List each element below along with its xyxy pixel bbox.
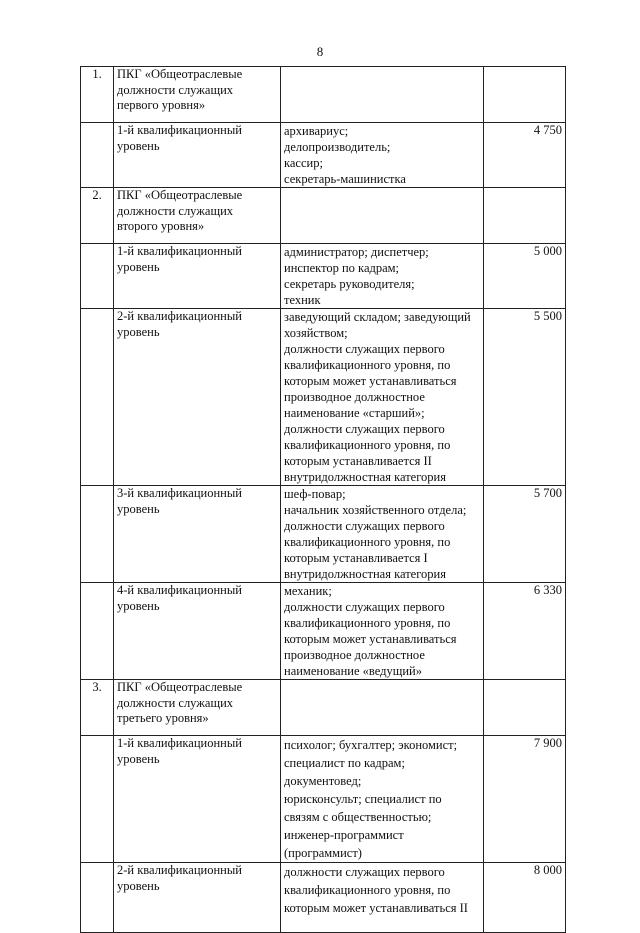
position-line: хозяйством; [284, 326, 348, 340]
table-row [81, 67, 566, 123]
position-line: квалификационного уровня, по [284, 535, 451, 549]
position-line: связям с общественностью; [284, 810, 432, 824]
row-number [81, 583, 114, 680]
group-name-line: 2-й квалификационный [117, 863, 242, 877]
position-line: секретарь руководителя; [284, 277, 415, 291]
positions-cell [281, 736, 484, 863]
positions-cell [281, 309, 484, 486]
group-name-cell [114, 863, 281, 933]
position-line: секретарь-машинистка [284, 172, 406, 186]
table-row [81, 188, 566, 244]
group-name-line: ПКГ «Общеотраслевые [117, 680, 243, 694]
position-line: должности служащих первого [284, 422, 445, 436]
position-line: заведующий складом; заведующий [284, 310, 471, 324]
salary-cell [484, 680, 566, 736]
positions-cell [281, 486, 484, 583]
position-line: квалификационного уровня, по [284, 616, 451, 630]
position-line: квалификационного уровня, по [284, 358, 451, 372]
position-line: документовед; [284, 774, 362, 788]
position-line: внутридолжностная категория [284, 470, 446, 484]
table-body [81, 67, 566, 933]
positions-cell [281, 244, 484, 309]
position-line: юрисконсульт; специалист по [284, 792, 442, 806]
position-line: должности служащих первого [284, 865, 445, 879]
position-line: психолог; бухгалтер; экономист; [284, 738, 458, 752]
position-line: начальник хозяйственного отдела; [284, 503, 467, 517]
group-name-cell [114, 309, 281, 486]
group-name-line: ПКГ «Общеотраслевые [117, 67, 243, 81]
group-name-line: уровень [117, 259, 160, 274]
position-line: делопроизводитель; [284, 140, 391, 154]
group-name-line: 1-й квалификационный [117, 123, 242, 137]
group-name-cell [114, 736, 281, 863]
table-row [81, 244, 566, 309]
group-name-cell [114, 680, 281, 736]
row-number [81, 486, 114, 583]
position-line: которым может устанавливаться [284, 374, 457, 388]
positions-cell [281, 188, 484, 244]
table-row [81, 863, 566, 933]
table-row [81, 309, 566, 486]
table-row [81, 736, 566, 863]
group-name-line: уровень [117, 878, 160, 893]
group-name-line: 1-й квалификационный [117, 736, 242, 750]
position-line: должности служащих первого [284, 600, 445, 614]
position-line: техник [284, 293, 321, 307]
position-line: наименование «ведущий» [284, 664, 422, 678]
table-row [81, 486, 566, 583]
group-name-cell [114, 583, 281, 680]
position-line: кассир; [284, 156, 323, 170]
position-line: производное должностное [284, 390, 425, 404]
group-name-line: уровень [117, 138, 160, 153]
salary-cell [484, 67, 566, 123]
salary-cell: 4 750 [484, 123, 566, 188]
position-line: которым может устанавливаться II [284, 901, 468, 915]
position-line: квалификационного уровня, по [284, 438, 451, 452]
row-number [81, 309, 114, 486]
row-number [81, 736, 114, 863]
group-name-line: уровень [117, 751, 160, 766]
salary-cell: 5 500 [484, 309, 566, 486]
salary-cell: 8 000 [484, 863, 566, 933]
row-number: 1. [81, 67, 114, 123]
row-number [81, 244, 114, 309]
row-number: 2. [81, 188, 114, 244]
salary-cell: 5 700 [484, 486, 566, 583]
salary-cell: 5 000 [484, 244, 566, 309]
salary-cell [484, 188, 566, 244]
group-name-line: третьего уровня» [117, 711, 209, 725]
position-line: наименование «старший»; [284, 406, 425, 420]
positions-cell [281, 863, 484, 933]
position-line: шеф-повар; [284, 487, 346, 501]
group-name-line: ПКГ «Общеотраслевые [117, 188, 243, 202]
position-line: специалист по кадрам; [284, 756, 405, 770]
group-name-line: уровень [117, 324, 160, 339]
group-name-line: уровень [117, 501, 160, 516]
position-line: которым устанавливается I [284, 551, 428, 565]
position-line: (программист) [284, 846, 362, 860]
position-line: внутридолжностная категория [284, 567, 446, 581]
position-line: администратор; диспетчер; [284, 245, 429, 259]
group-name-line: 4-й квалификационный [117, 583, 242, 597]
salary-cell: 7 900 [484, 736, 566, 863]
group-name-line: 2-й квалификационный [117, 309, 242, 323]
position-line: должности служащих первого [284, 342, 445, 356]
group-name-cell [114, 486, 281, 583]
positions-cell [281, 583, 484, 680]
positions-cell [281, 680, 484, 736]
group-name-line: первого уровня» [117, 98, 206, 112]
position-line: механик; [284, 584, 332, 598]
position-line: инспектор по кадрам; [284, 261, 400, 275]
position-line: которым устанавливается II [284, 454, 432, 468]
group-name-line: 3-й квалификационный [117, 486, 242, 500]
group-name-line: второго уровня» [117, 219, 205, 233]
table-row [81, 680, 566, 736]
table-row [81, 123, 566, 188]
position-line: архивариус; [284, 124, 349, 138]
position-line: инженер-программист [284, 828, 404, 842]
group-name-line: должности служащих [117, 695, 234, 710]
row-number [81, 123, 114, 188]
group-name-cell [114, 244, 281, 309]
group-name-cell [114, 123, 281, 188]
group-name-line: уровень [117, 598, 160, 613]
group-name-line: должности служащих [117, 203, 234, 218]
group-name-line: 1-й квалификационный [117, 244, 242, 258]
group-name-line: должности служащих [117, 82, 234, 97]
group-name-cell [114, 67, 281, 123]
salary-table [80, 66, 566, 933]
position-line: которым может устанавливаться [284, 632, 457, 646]
group-name-cell [114, 188, 281, 244]
table-row [81, 583, 566, 680]
positions-cell [281, 67, 484, 123]
positions-cell [281, 123, 484, 188]
row-number [81, 863, 114, 933]
page-number: 8 [316, 44, 324, 59]
salary-cell: 6 330 [484, 583, 566, 680]
position-line: квалификационного уровня, по [284, 883, 451, 897]
position-line: должности служащих первого [284, 519, 445, 533]
row-number: 3. [81, 680, 114, 736]
position-line: производное должностное [284, 648, 425, 662]
